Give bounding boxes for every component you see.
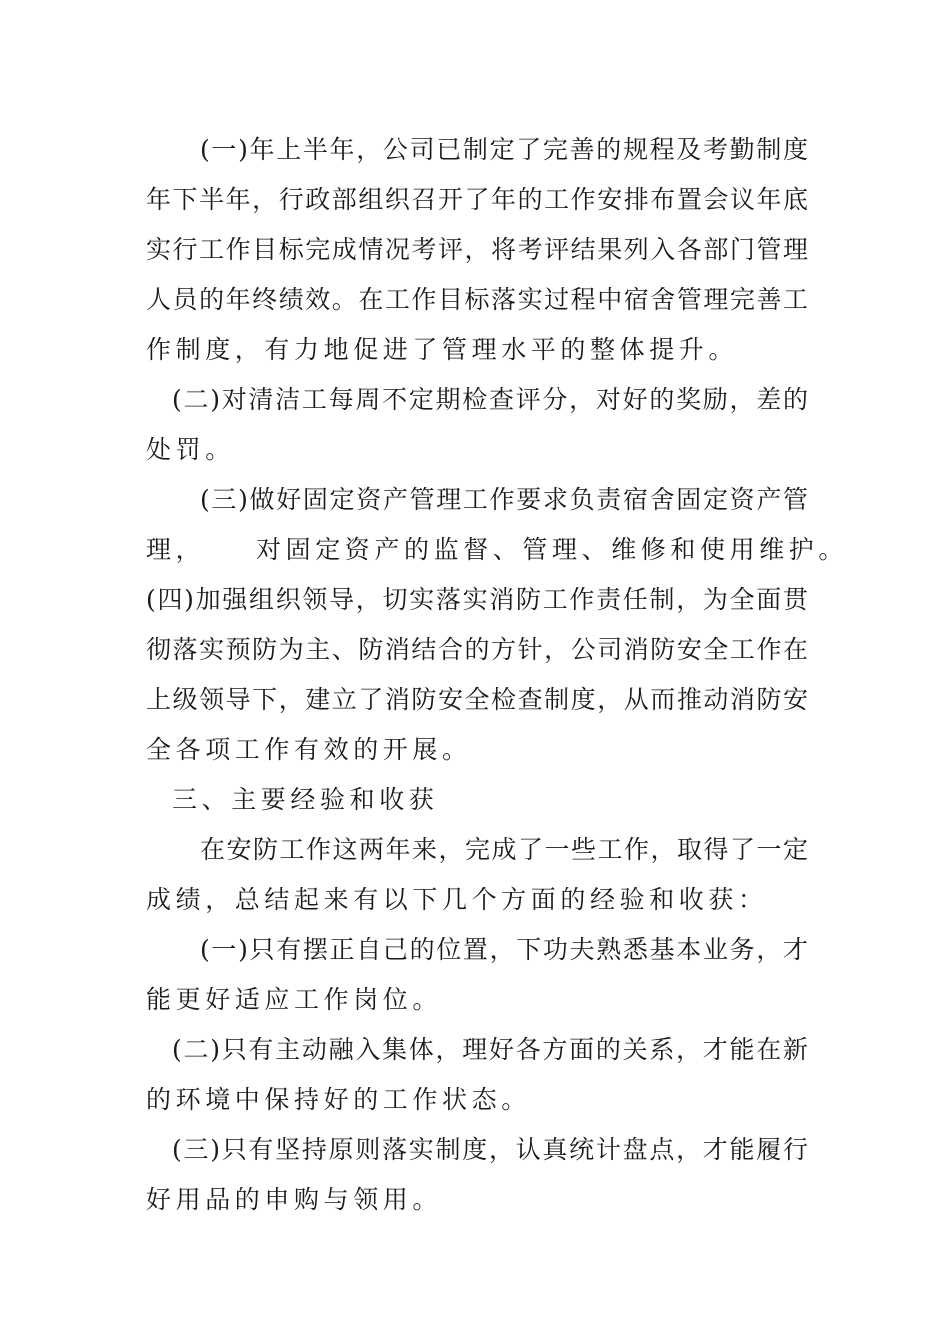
paragraph-1-line-3: 实行工作目标完成情况考评，将考评结果列入各部门管理: [146, 235, 808, 264]
paragraph-4-line-1: (四)加强组织领导，切实落实消防工作责任制，为全面贯: [146, 585, 808, 614]
paragraph-8-line-2: 好用品的申购与领用。: [146, 1185, 443, 1214]
paragraph-1-line-2: 年下半年，行政部组织召开了年的工作安排布置会议年底: [146, 185, 808, 214]
paragraph-1-line-1: (一)年上半年，公司已制定了完善的规程及考勤制度: [200, 135, 808, 164]
paragraph-5-line-2: 成绩，总结起来有以下几个方面的经验和收获：: [146, 885, 768, 914]
paragraph-3-line-2b: 对固定资产的监督、管理、维修和使用维护。: [256, 535, 849, 564]
paragraph-7-line-2: 的环境中保持好的工作状态。: [146, 1085, 531, 1114]
paragraph-6-line-1: (一)只有摆正自己的位置，下功夫熟悉基本业务，才: [200, 935, 808, 964]
paragraph-1-line-5: 作制度，有力地促进了管理水平的整体提升。: [146, 335, 739, 364]
paragraph-2-line-1: (二)对清洁工每周不定期检查评分，对好的奖励，差的: [172, 385, 808, 414]
paragraph-4-line-2: 彻落实预防为主、防消结合的方针，公司消防安全工作在: [146, 635, 808, 664]
paragraph-7-line-1: (二)只有主动融入集体，理好各方面的关系，才能在新: [172, 1035, 808, 1064]
paragraph-3-line-2a: 理，: [146, 535, 206, 564]
paragraph-5-line-1: 在安防工作这两年来，完成了一些工作，取得了一定: [200, 835, 808, 864]
paragraph-3-line-1: (三)做好固定资产管理工作要求负责宿舍固定资产管: [200, 485, 808, 514]
paragraph-4-line-3: 上级领导下，建立了消防安全检查制度，从而推动消防安: [146, 685, 808, 714]
paragraph-2-line-2: 处罚。: [146, 435, 235, 464]
paragraph-6-line-2: 能更好适应工作岗位。: [146, 985, 443, 1014]
paragraph-4-line-4: 全各项工作有效的开展。: [146, 735, 472, 764]
section-heading: 三、主要经验和收获: [172, 785, 439, 814]
paragraph-8-line-1: (三)只有坚持原则落实制度，认真统计盘点，才能履行: [172, 1135, 808, 1164]
paragraph-1-line-4: 人员的年终绩效。在工作目标落实过程中宿舍管理完善工: [146, 285, 808, 314]
